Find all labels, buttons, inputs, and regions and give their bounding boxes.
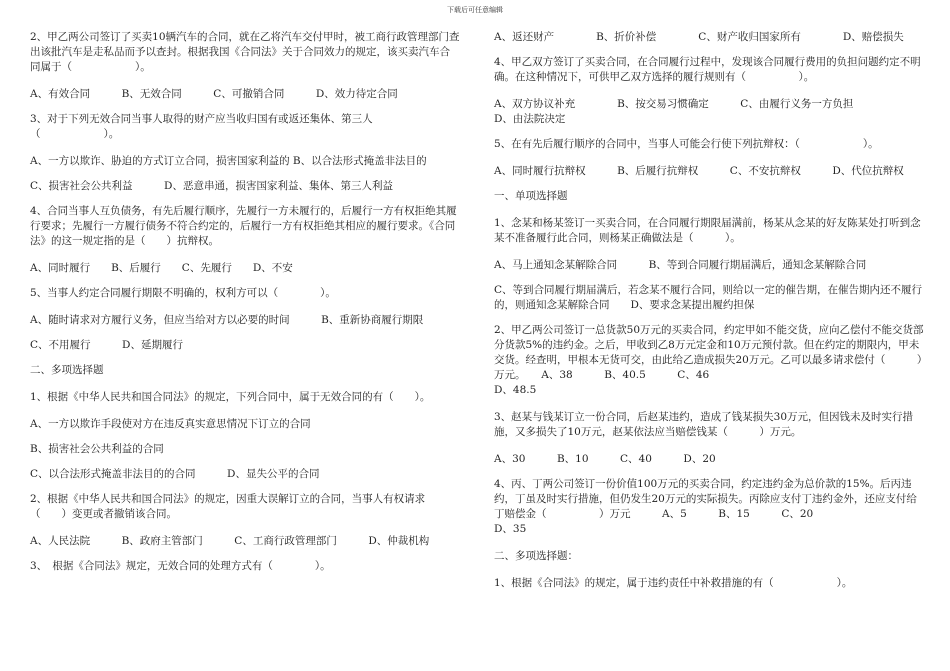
options-line: C、等到合同履行期届满后，若念某不履行合同，则给以一定的催告期，在催告期内还不履行的，则通知念某解除合同 D、要求念某提出履约担保 [494,284,923,311]
options-line: A、马上通知念某解除合同 B、等到合同履行期届满后，通知念某解除合同 [494,259,867,271]
options-line: A、同时履行抗辩权 B、后履行抗辩权 C、不安抗辩权 D、代位抗辩权 [494,165,904,177]
section-heading: 一、单项选择题 [494,190,568,202]
question-paragraph: 3、赵某与钱某订立一份合同，后赵某违约，造成了钱某损失30万元，但因钱未及时实行措施，又多损失了10万元，赵某依法应当赔偿钱某（ ）万元。 [494,411,914,438]
options-line: A、30 B、10 C、40 D、20 [494,453,716,465]
options-line: A、有效合同 B、无效合同 C、可撤销合同 D、效力待定合同 [30,88,398,100]
options-line: A、同时履行 B、后履行 C、先履行 D、不安 [30,262,293,274]
options-line: B、损害社会公共利益的合同 [30,443,164,455]
options-line: A、一方以欺诈手段使对方在违反真实意思情况下订立的合同 [30,418,311,430]
question-paragraph: 3、对于下列无效合同当事人取得的财产应当收归国有或返还集体、第三人（ ）。 [30,113,373,140]
options-line: C、不用履行 D、延期履行 [30,339,183,351]
options-line: C、损害社会公共利益 D、恶意串通，损害国家利益、集体、第三人利益 [30,180,393,192]
question-paragraph: 1、根据《中华人民共和国合同法》的规定，下列合同中，属于无效合同的有（ ）。 [30,391,431,403]
options-line: C、以合法形式掩盖非法目的的合同 D、显失公平的合同 [30,468,320,480]
left-column [30,30,460,586]
options-line: A、返还财产 B、折价补偿 C、财产收归国家所有 D、赔偿损失 [494,31,904,43]
section-heading: 二、多项选择题： [494,550,578,562]
question-paragraph: 1、根据《合同法》的规定，属于违约责任中补救措施的有（ ）。 [494,577,853,589]
right-column [494,30,926,603]
question-paragraph: 3、 根据《合同法》规定，无效合同的处理方式有（ ）。 [30,560,331,572]
options-line: A、双方协议补充 B、按交易习惯确定 C、由履行义务一方负担 D、由法院决定 [494,98,854,125]
section-heading: 二、多项选择题 [30,364,104,376]
options-line: A、一方以欺诈、胁迫的方式订立合同，损害国家利益的 B、以合法形式掩盖非法目的 [30,155,427,167]
question-paragraph: 2、甲乙两公司签订一总货款50万元的买卖合同，约定甲如不能交货，应向乙偿付不能交货部分货款5%的违约金。之后，甲收到乙8万元定金和10万元预付款。但在约定的期限内，甲未交货。经查明，甲根本无货可交，由此给乙造成损失20万元。乙可以最多请求偿付（ ）万元。 A、38 B、40.5 C、46 D、48.5 [494,324,924,396]
question-paragraph: 4、丙、丁两公司签订一份价值100万元的买卖合同，约定违约金为总价款的15%。后丙违约，丁虽及时实行措施，但仍发生20万元的实际损失。丙除应支付丁违约金外，还应支付给丁赔偿金（ ）万元 A、5 B、15 C、20 D、35 [494,478,917,535]
question-paragraph: 4、甲乙双方签订了买卖合同，在合同履行过程中，发现该合同履行费用的负担问题约定不明确。在这种情况下，可供甲乙双方选择的履行规则有（ ）。 [494,56,921,83]
question-paragraph: 4、合同当事人互负债务，有先后履行顺序，先履行一方未履行的，后履行一方有权拒绝其履行要求；先履行一方履行债务不符合约定的，后履行一方有权拒绝其相应的履行要求。《合同法》的这一规定指的是（ ）抗辩权。 [30,205,457,247]
question-paragraph: 5、当事人约定合同履行期限不明确的，权利方可以（ ）。 [30,287,336,299]
question-paragraph: 2、根据《中华人民共和国合同法》的规定，因重大误解订立的合同，当事人有权请求（ ）变更或者撤销该合同。 [30,493,426,520]
question-paragraph: 1、念某和杨某签订一买卖合同，在合同履行期限届满前，杨某从念某的好友陈某处打听到念某不准备履行此合同，则杨某正确做法是（ ）。 [494,217,921,244]
options-line: A、随时请求对方履行义务，但应当给对方以必要的时间 B、重新协商履行期限 [30,314,424,326]
question-paragraph: 5、在有先后履行顺序的合同中，当事人可能会行使下列抗辩权：（ ）。 [494,138,879,150]
page-header: 下载后可任意编辑 [447,6,503,14]
question-paragraph: 2、甲乙两公司签订了买卖10辆汽车的合同，就在乙将汽车交付甲时，被工商行政管理部门查出该批汽车是走私品而予以查封。根据我国《合同法》关于合同效力的规定，该买卖汽车合同属于（ ）。 [30,31,460,73]
options-line: A、人民法院 B、政府主管部门 C、工商行政管理部门 D、仲裁机构 [30,535,430,547]
